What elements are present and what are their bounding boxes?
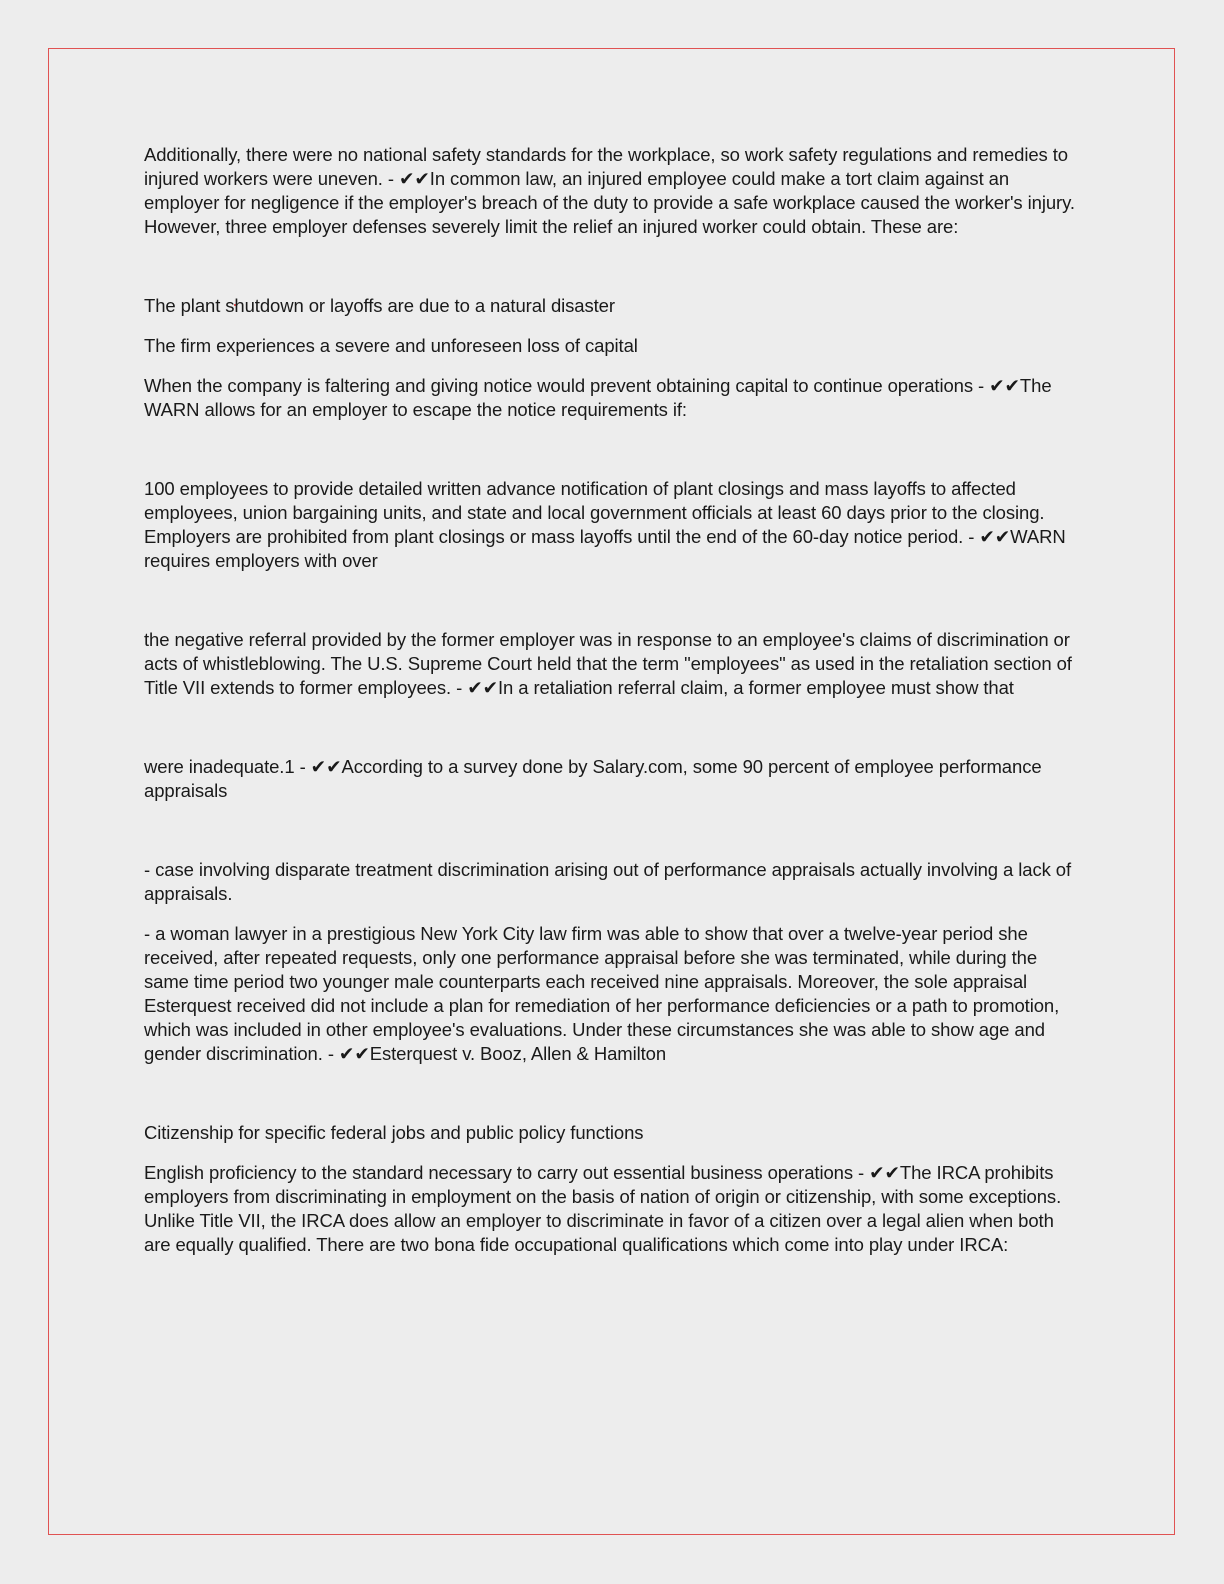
paragraph-esterquest-case: - a woman lawyer in a prestigious New York City law firm was able to show that over a twelve-year period she received, after repeated requests, only one performance appraisal before she was terminated, while during the same time period two younger male counterparts each received nine appraisals. Moreover, the sole appraisal Esterquest received did not include a plan for remediation of her performance deficiencies or a path to promotion, which was included in other employee's evaluations. Under these circumstances she was able to show age and gender discrimination. - ✔✔Esterquest v. Booz, Allen & Hamilton xyxy=(144,923,1060,1064)
paragraph-retaliation-referral: the negative referral provided by the former employer was in response to an employee's claims of discrimination or acts of whistleblowing. The U.S. Supreme Court held that the term "employees" as used in the retaliation section of Title VII extends to former employees. - ✔✔In a retaliation referral claim, a former employee must show that xyxy=(144,629,1072,698)
paragraph-loss-of-capital: The firm experiences a severe and unforeseen loss of capital xyxy=(144,335,638,356)
paragraph-appraisal-survey: were inadequate.1 - ✔✔According to a survey done by Salary.com, some 90 percent of employee performance appraisals xyxy=(144,756,1042,801)
spacer xyxy=(144,803,1084,858)
spacer xyxy=(144,239,1084,294)
paragraph-disparate-treatment: - case involving disparate treatment discrimination arising out of performance appraisals actually involving a lack of appraisals. xyxy=(144,859,1072,904)
paragraph-citizenship: Citizenship for specific federal jobs and public policy functions xyxy=(144,1122,644,1143)
spacer xyxy=(144,700,1084,755)
spacer xyxy=(144,1066,1084,1121)
spacer xyxy=(144,358,1084,374)
paragraph-warn-requirements: 100 employees to provide detailed written advance notification of plant closings and mass layoffs to affected employees, union bargaining units, and state and local government officials at least 60 days prior to the closing. Employers are prohibited from plant closings or mass layoffs until the end of the 60-day notice period. - ✔✔WARN requires employers with over xyxy=(144,478,1066,571)
spacer xyxy=(144,1145,1084,1161)
document-body xyxy=(144,143,1084,1257)
paragraph-warn-exception: When the company is faltering and giving notice would prevent obtaining capital to continue operations - ✔✔The WARN allows for an employer to escape the notice requirements if: xyxy=(144,375,1052,420)
spacer xyxy=(144,573,1084,628)
paragraph-irca: English proficiency to the standard necessary to carry out essential business operations - ✔✔The IRCA prohibits employers from discriminating in employment on the basis of nation of origin or citizenship, with some exceptions. Unlike Title VII, the IRCA does allow an employer to discriminate in favor of a citizen over a legal alien when both are equally qualified. There are two bona fide occupational qualifications which come into play under IRCA: xyxy=(144,1162,1062,1255)
spacer xyxy=(144,318,1084,334)
paragraph-workplace-safety: Additionally, there were no national safety standards for the workplace, so work safety regulations and remedies to injured workers were uneven. - ✔✔In common law, an injured employee could make a tort claim against an employer for negligence if the employer's breach of the duty to provide a safe workplace caused the worker's injury. However, three employer defenses severely limit the relief an injured worker could obtain. These are: xyxy=(144,144,1075,237)
spacer xyxy=(144,422,1084,477)
spacer xyxy=(144,906,1084,922)
paragraph-natural-disaster: The plant shutdown or layoffs are due to a natural disaster xyxy=(144,295,615,316)
